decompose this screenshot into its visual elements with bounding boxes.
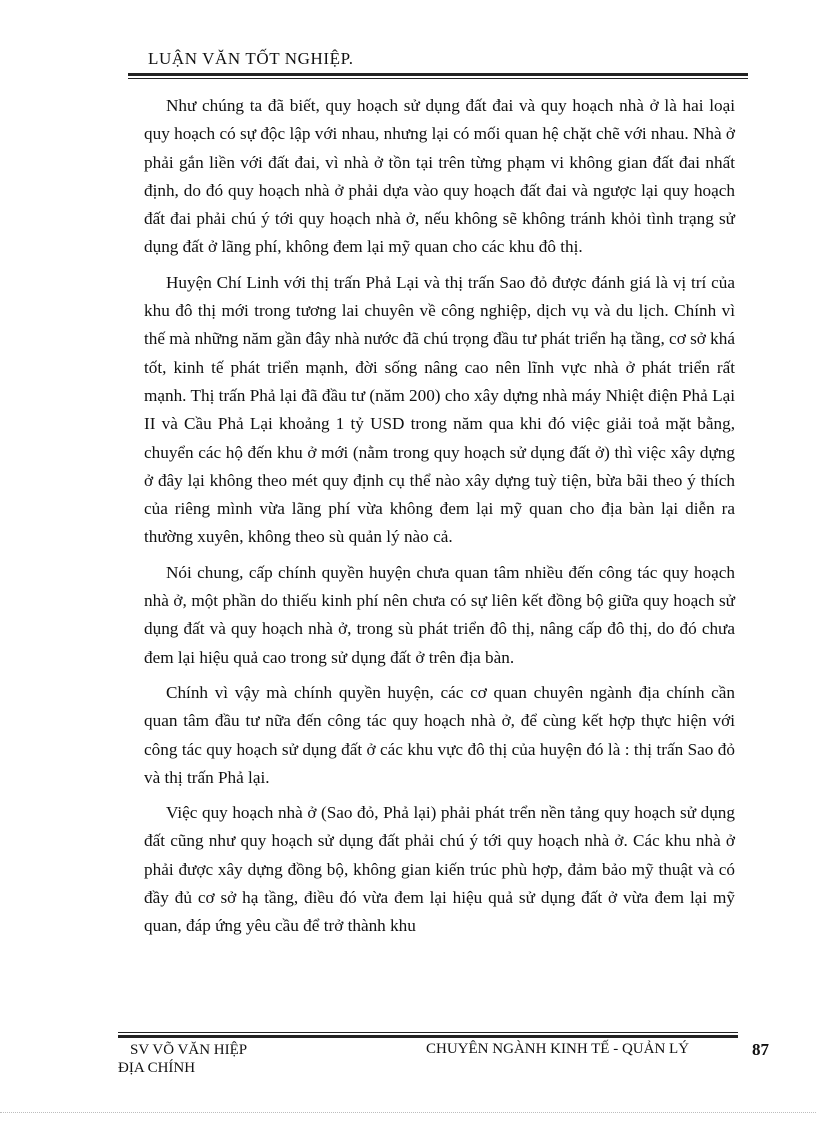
footer-author bbox=[118, 1041, 247, 1077]
paragraph: Như chúng ta đã biết, quy hoạch sử dụng đất đai và quy hoạch nhà ở là hai loại quy hoạch có sự độc lập với nhau, nhưng lại có mối quan hệ chặt chẽ với nhau. Nhà ở phải gắn liền với đất đai, vì nhà ở tồn tại trên từng phạm vi không gian đất đai nhất định, do đó quy hoạch nhà ở phải dựa vào quy hoạch đất đai và ngược lại quy hoạch đất đai phải chú ý tới quy hoạch nhà ở, nếu không sẽ không tránh khỏi tình trạng sử dụng đất ở lãng phí, không đem lại mỹ quan cho các khu đô thị. bbox=[144, 96, 735, 257]
header-rule bbox=[128, 73, 748, 76]
header-rule-secondary bbox=[128, 78, 748, 79]
paragraph: Huyện Chí Linh với thị trấn Phả Lại và thị trấn Sao đỏ được đánh giá là vị trí của khu đô thị mới trong tương lai chuyên về công nghiệp, dịch vụ và du lịch. Chính vì thế mà những năm gần đây nhà nước đã chú trọng đầu tư phát triển hạ tầng, cơ sở khá tốt, kinh tế phát triển mạnh, đời sống nâng cao nên lĩnh vực nhà ở phát triển rất mạnh. Thị trấn Phả lại đã đầu tư (năm 200) cho xây dựng nhà máy Nhiệt điện Phả Lại II và Cầu Phả Lại khoảng 1 tỷ USD trong năm qua khi đó việc giải toả mặt bằng, chuyển các hộ đến khu ở mới (nằm trong quy hoạch sử dụng đất ở) thì việc xây dựng ở đây lại không theo mét quy định cụ thể nào xây dựng tuỳ tiện, bừa bãi theo ý thích của riêng mình vừa lãng phí vừa không đem lại mỹ quan cho địa bàn lại diễn ra thường xuyên, không theo sù quản lý nào cả. bbox=[144, 272, 735, 547]
paragraph: Việc quy hoạch nhà ở (Sao đỏ, Phả lại) phải phát trển nền tảng quy hoạch sử dụng đất cũng như quy hoạch sử dụng đất phải chú ý tới quy hoạch nhà ở. Các khu nhà ở phải được xây dựng đồng bộ, không gian kiến trúc phù hợp, đảm bảo mỹ thuật và có đầy đủ cơ sở hạ tầng, điều đó vừa đem lại hiệu quả sử dụng đất ở vừa đem lại mỹ quan, đáp ứng yêu cầu để trở thành khu bbox=[144, 803, 735, 936]
page-number: 87 bbox=[752, 1040, 769, 1059]
paragraph: Chính vì vậy mà chính quyền huyện, các cơ quan chuyên ngành địa chính cần quan tâm đầu tư nữa đến công tác quy hoạch nhà ở, để cùng kết hợp thực hiện với công tác quy hoạch sử dụng đất ở các khu vực đô thị của huyện đó là : thị trấn Sao đỏ và thị trấn Phả lại. bbox=[144, 682, 735, 787]
footer-rule-secondary bbox=[118, 1032, 738, 1033]
header-title: LUẬN VĂN TỐT NGHIỆP. bbox=[148, 49, 354, 68]
paragraph: Nói chung, cấp chính quyền huyện chưa quan tâm nhiều đến công tác quy hoạch nhà ở, một phần do thiếu kinh phí nên chưa có sự liên kết đồng bộ giữa quy hoạch sử dụng đất và quy hoạch nhà ở, trong sù phát triển đô thị, nâng cấp đô thị, do đó chưa đem lại hiệu quả cao trong sử dụng đất ở trên địa bàn. bbox=[144, 562, 735, 667]
footer-department: CHUYÊN NGÀNH KINH TẾ - QUẢN LÝ bbox=[426, 1041, 690, 1057]
footer-rule bbox=[118, 1035, 738, 1038]
footer-author-major: ĐỊA CHÍNH bbox=[118, 1060, 196, 1076]
body-text bbox=[144, 92, 735, 948]
page-bottom-divider bbox=[0, 1112, 816, 1113]
footer-author-name: SV VÕ VĂN HIỆP bbox=[130, 1042, 248, 1058]
